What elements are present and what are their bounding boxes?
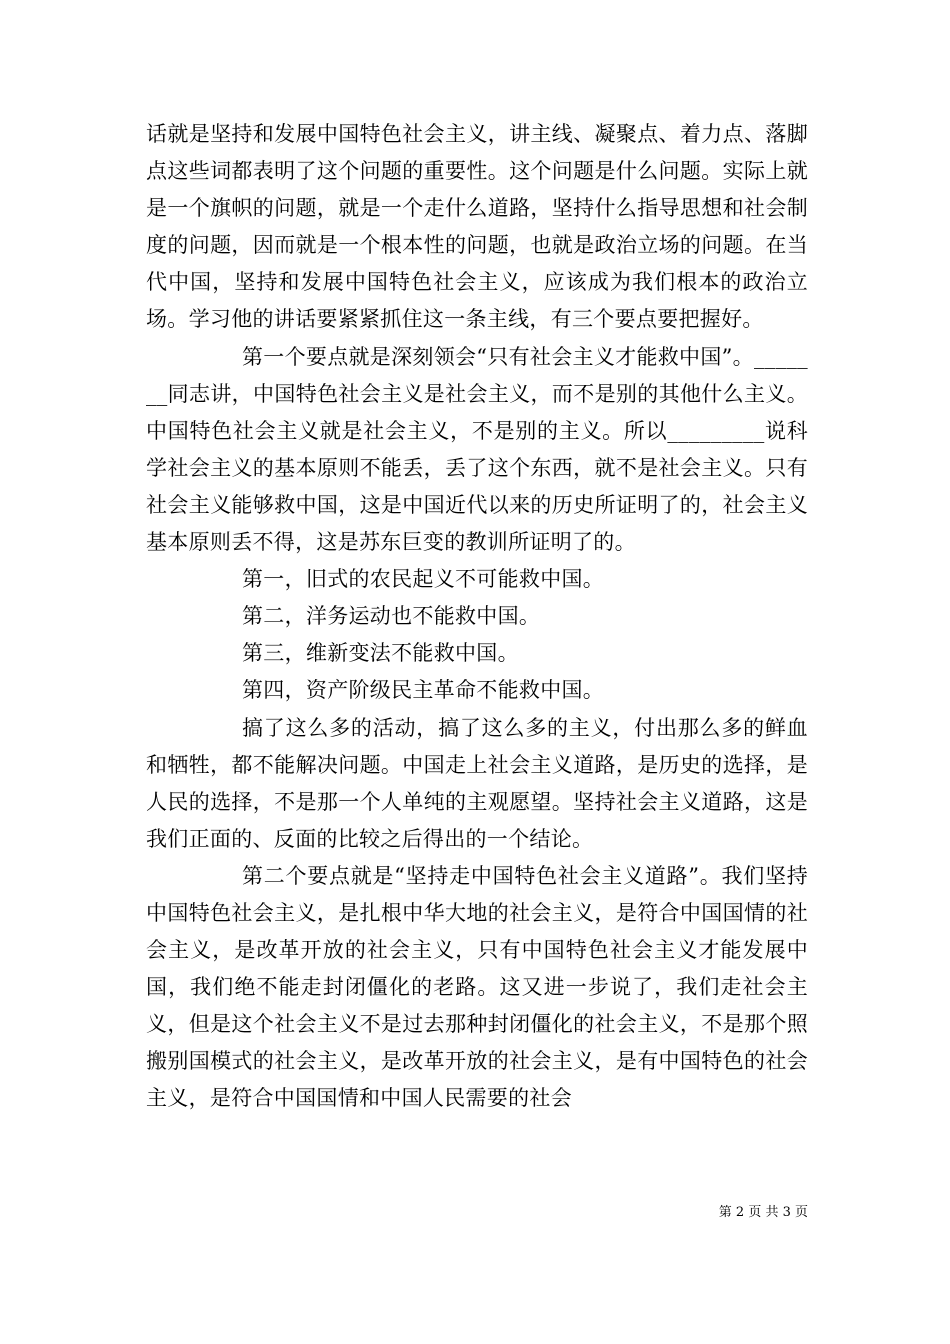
document-body: [146, 116, 808, 1118]
list-item-2: 第二，洋务运动也不能救中国。: [242, 604, 541, 629]
list-item-4: 第四，资产阶级民主革命不能救中国。: [242, 678, 605, 703]
paragraph-3: 搞了这么多的活动，搞了这么多的主义，付出那么多的鲜血和牺牲，都不能解决问题。中国走上社会主义道路，是历史的选择，是人民的选择，不是那一个人单纯的主观愿望。坚持社会主义道路，这是我们正面的、反面的比较之后得出的一个结论。: [146, 715, 808, 851]
list-item-1: 第一，旧式的农民起义不可能救中国。: [242, 567, 605, 592]
paragraph-2: 第一个要点就是深刻领会“只有社会主义才能救中国”。_______同志讲，中国特色社会主义是社会主义，而不是别的其他什么主义。中国特色社会主义就是社会主义，不是别的主义。所以_________说科学社会主义的基本原则不能丢，丢了这个东西，就不是社会主义。只有社会主义能够救中国，这是中国近代以来的历史所证明了的，社会主义基本原则丢不得，这是苏东巨变的教训所证明了的。: [146, 344, 808, 555]
list-item-3: 第三，维新变法不能救中国。: [242, 641, 519, 666]
paragraph-4: 第二个要点就是“坚持走中国特色社会主义道路”。我们坚持中国特色社会主义，是扎根中华大地的社会主义，是符合中国国情的社会主义，是改革开放的社会主义，只有中国特色社会主义才能发展中国，我们绝不能走封闭僵化的老路。这又进一步说了，我们走社会主义，但是这个社会主义不是过去那种封闭僵化的社会主义，不是那个照搬别国模式的社会主义，是改革开放的社会主义，是有中国特色的社会主义，是符合中国国情和中国人民需要的社会: [146, 863, 808, 1111]
page-footer: 第 2 页 共 3 页: [718, 1205, 808, 1220]
paragraph-1: 话就是坚持和发展中国特色社会主义，讲主线、凝聚点、着力点、落脚点这些词都表明了这个问题的重要性。这个问题是什么问题。实际上就是一个旗帜的问题，就是一个走什么道路，坚持什么指导思想和社会制度的问题，因而就是一个根本性的问题，也就是政治立场的问题。在当代中国，坚持和发展中国特色社会主义，应该成为我们根本的政治立场。学习他的讲话要紧紧抓住这一条主线，有三个要点要把握好。: [146, 122, 808, 332]
